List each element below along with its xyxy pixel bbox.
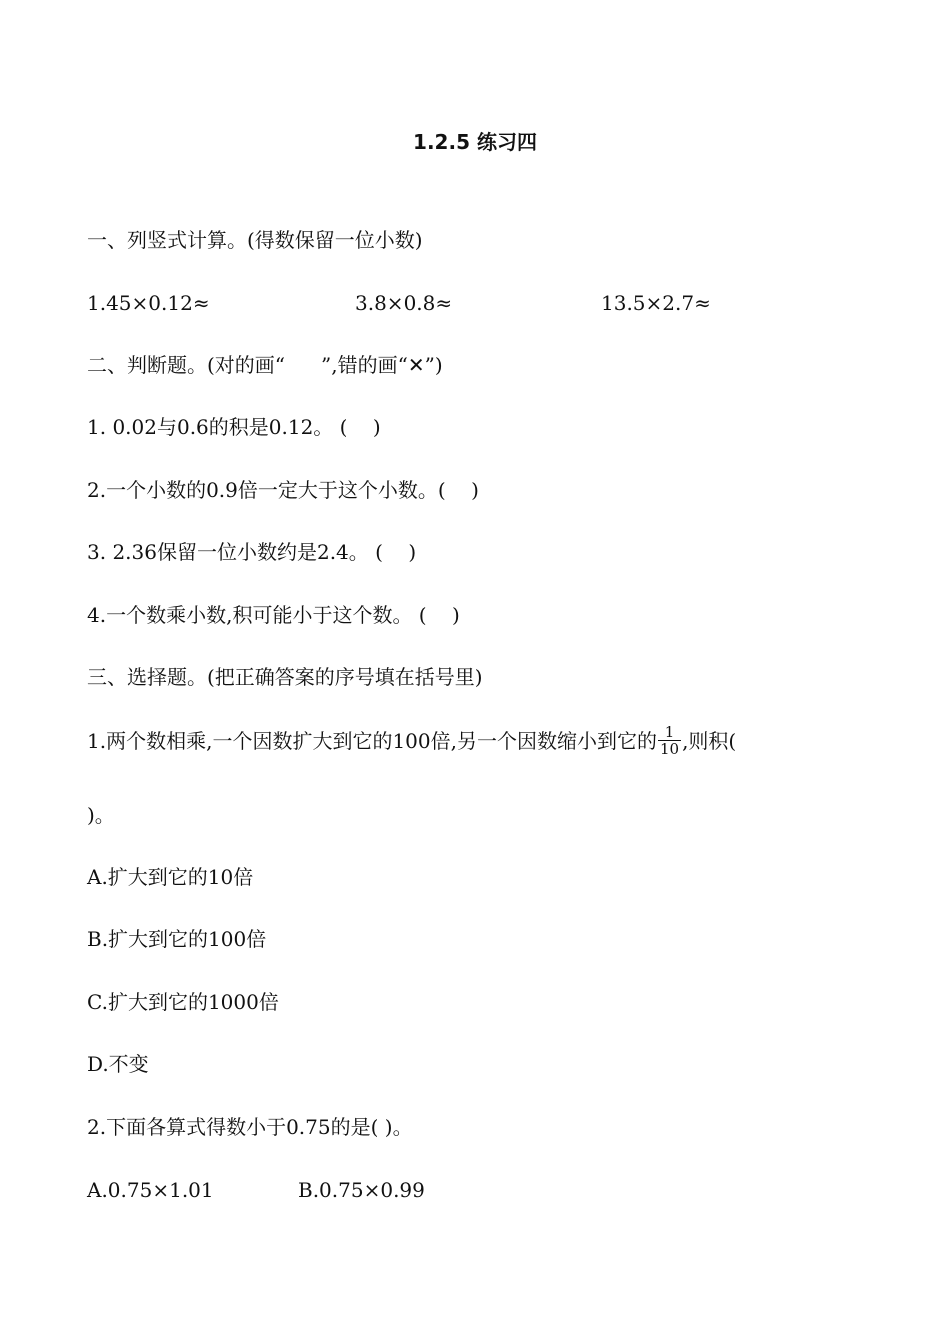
judge-item-text: 3. 2.36保留一位小数约是2.4。: [87, 540, 376, 564]
answer-paren: ( ): [339, 415, 381, 439]
option-c: C.扩大到它的1000倍: [87, 990, 279, 1014]
q2-option-a: A.0.75×1.01: [87, 1178, 214, 1202]
calc-problem-3: 13.5×2.7≈: [601, 291, 711, 315]
calc-problem-2: 3.8×0.8≈: [355, 291, 453, 315]
judge-item-1: [87, 413, 381, 441]
option-a: A.扩大到它的10倍: [87, 865, 254, 889]
section-2-heading: [87, 351, 443, 379]
section-2-heading-post: ”,错的画“✕”): [321, 353, 443, 377]
answer-paren: ( ): [418, 603, 460, 627]
section-3-heading: 三、选择题。(把正确答案的序号填在括号里): [87, 665, 483, 689]
question-text-end: ,则积(: [682, 729, 737, 753]
judge-item-text: 1. 0.02与0.6的积是0.12。: [87, 415, 340, 439]
question-text: 1.两个数相乘,一个因数扩大到它的100倍,另一个因数缩小到它的: [87, 729, 657, 753]
page-title: 1.2.5 练习四: [413, 130, 537, 154]
fraction: [658, 724, 681, 757]
judge-item-text: 2.一个小数的0.9倍一定大于这个小数。: [87, 478, 438, 502]
answer-paren: ( ): [437, 478, 479, 502]
q2-option-b: B.0.75×0.99: [298, 1178, 425, 1202]
judge-item-3: [87, 538, 416, 566]
fraction-denominator: 10: [659, 740, 680, 758]
section-1-heading: 一、列竖式计算。(得数保留一位小数): [87, 228, 423, 252]
option-b: B.扩大到它的100倍: [87, 927, 267, 951]
choice-question-1: [87, 723, 737, 759]
answer-paren: ( ): [375, 540, 417, 564]
calc-problem-1: 1.45×0.12≈: [87, 291, 210, 315]
judge-item-2: [87, 476, 479, 504]
section-2-heading-pre: 二、判断题。(对的画“: [87, 353, 286, 377]
choice-question-2: 2.下面各算式得数小于0.75的是( )。: [87, 1115, 413, 1139]
choice-question-1-continuation: )。: [87, 803, 115, 827]
fraction-numerator: 1: [658, 724, 681, 741]
option-d: D.不变: [87, 1052, 149, 1076]
judge-item-4: [87, 601, 460, 629]
judge-item-text: 4.一个数乘小数,积可能小于这个数。: [87, 603, 419, 627]
